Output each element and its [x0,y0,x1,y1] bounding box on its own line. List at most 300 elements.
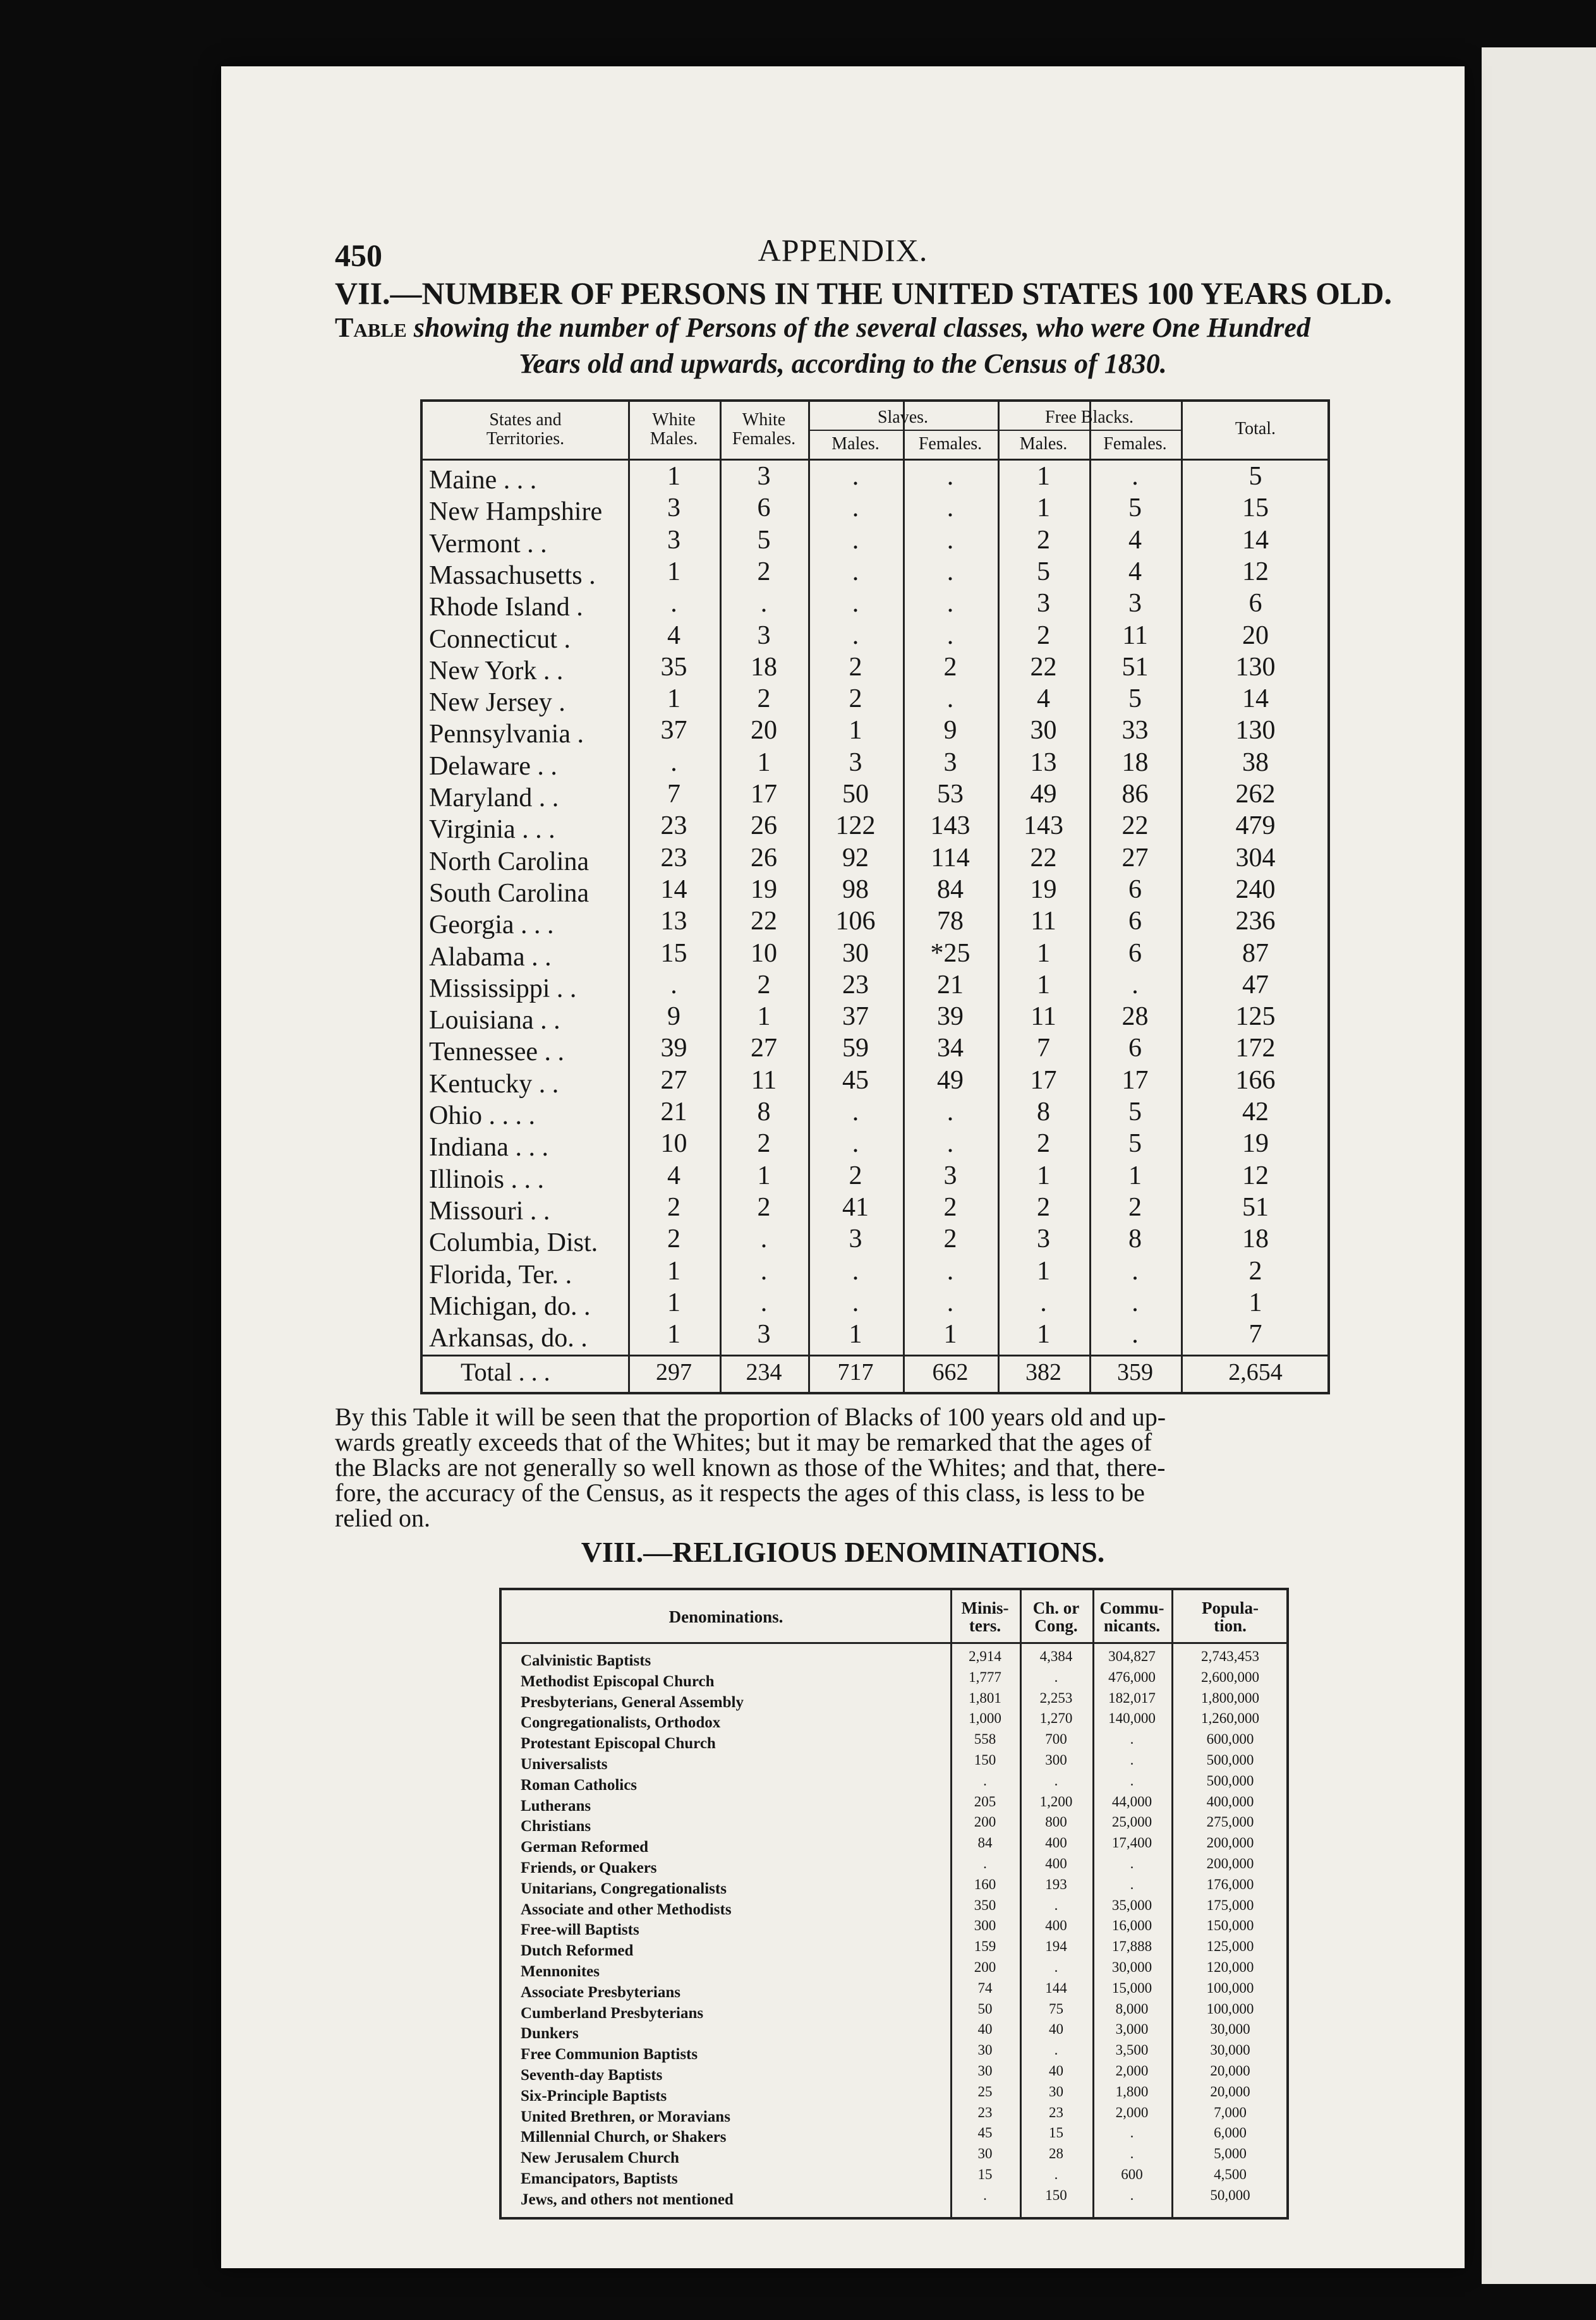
paragraph-line: wards greatly exceeds that of the Whites; but it may be remarked that the ages of [335,1428,1152,1456]
table-row-state: Kentucky . . [429,1069,559,1099]
table-cell-sm: 2 [849,684,862,714]
denomination-cell-com: 8,000 [1115,2000,1149,2017]
table-row-state: New Hampshire [429,497,603,527]
denomination-cell-min: 300 [974,1918,996,1934]
table-cell-ff: 11 [1122,620,1148,650]
denomination-cell-min: 1,801 [969,1689,1001,1706]
denomination-cell-com: 25,000 [1111,1814,1152,1830]
denomination-name: Lutherans [521,1797,591,1815]
table-cell-sm: . [852,1288,859,1317]
denomination-cell-min: 1,777 [969,1669,1001,1685]
slaves-subrule [808,430,998,431]
table-cell-wf: 2 [757,684,771,714]
table-cell-ff: 18 [1121,747,1149,777]
denomination-cell-ch: 400 [1045,1835,1067,1851]
table-cell-fm: 49 [1030,780,1057,809]
table-cell-t: 87 [1242,938,1269,968]
header-slave-males: Males. [831,434,880,454]
denomination-cell-min: 84 [977,1835,993,1851]
header-states [423,411,628,449]
denomination-cell-min: 558 [974,1731,996,1748]
header-free-females: Females. [1103,434,1167,454]
total-label: Total . . . [461,1358,550,1386]
denomination-cell-pop: 150,000 [1206,1918,1254,1934]
denomination-cell-com: 16,000 [1111,1918,1152,1934]
denomination-cell-ch: 40 [1049,2063,1063,2079]
table-cell-sf: 143 [930,811,970,841]
table-cell-fm: 22 [1030,652,1057,682]
total-white-females: 234 [746,1359,782,1386]
table-cell-t: 304 [1235,843,1276,873]
header-line: Popula- [1201,1598,1259,1617]
table-cell-wm: 1 [667,462,680,491]
table-row-state: Missouri . . [429,1196,550,1226]
table-cell-fm: 17 [1030,1065,1057,1095]
denomination-cell-pop: 2,743,453 [1201,1648,1259,1664]
table-cell-t: 262 [1235,780,1276,809]
denomination-cell-com: . [1130,1772,1134,1789]
denomination-cell-com: 15,000 [1111,1979,1152,1996]
table-cell-t: 130 [1235,716,1276,746]
table-cell-ff: . [1132,462,1139,491]
table-cell-fm: 4 [1037,684,1050,714]
denomination-cell-pop: 500,000 [1206,1752,1254,1768]
table-cell-sm: 1 [849,1320,862,1350]
table-cell-sf: . [946,1256,954,1286]
table-cell-sm: 45 [842,1065,869,1095]
table-cell-fm: 1 [1037,970,1050,1000]
table-cell-t: 125 [1235,1002,1276,1032]
table-cell-ff: 86 [1121,780,1149,809]
denomination-name: Associate and other Methodists [521,1900,732,1918]
table-cell-sm: 23 [842,970,869,1000]
denomination-name: Christians [521,1818,591,1835]
denomination-cell-min: 45 [977,2125,993,2141]
denomination-name: Presbyterians, General Assembly [521,1693,744,1711]
denomination-cell-com: 140,000 [1108,1710,1156,1727]
header-white-males [628,411,720,449]
table-cell-wf: 3 [757,620,771,650]
denomination-cell-ch: 400 [1045,1856,1067,1871]
header-line: White [742,410,786,430]
denomination-cell-com: . [1130,1752,1134,1768]
table-cell-sf: 2 [943,1192,957,1222]
denomination-cell-min: 205 [974,1793,996,1809]
table-cell-wf: 17 [751,780,777,809]
denomination-cell-ch: 194 [1045,1938,1067,1955]
table-cell-wm: 13 [660,907,687,936]
table-cell-wf: 18 [751,652,777,682]
total-free-males: 382 [1025,1359,1061,1386]
table-cell-sf: . [946,1129,954,1159]
table-7-caption-line2: Years old and upwards, according to the Census of 1830. [519,348,1167,379]
table-cell-sf: 21 [937,970,964,1000]
table-cell-fm: 19 [1030,874,1057,904]
table-row-state: North Carolina [429,847,589,876]
table-cell-sm: 122 [835,811,876,841]
table-cell-ff: 5 [1128,493,1142,523]
denomination-cell-com: 44,000 [1111,1793,1152,1809]
table-cell-t: 166 [1235,1065,1276,1095]
table-cell-sf: . [946,493,954,523]
table-cell-t: 240 [1235,874,1276,904]
section-7-title: VII.—NUMBER OF PERSONS IN THE UNITED STATES 100 YEARS OLD. [335,275,1392,311]
table-cell-sf: . [946,589,954,619]
table-row-state: Tennessee . . [429,1037,564,1067]
denomination-cell-ch: 1,200 [1039,1793,1073,1809]
table-cell-sf: 3 [943,1161,957,1190]
running-head: APPENDIX. [758,233,928,268]
table-cell-fm: 2 [1037,1129,1050,1159]
paragraph-line: By this Table it will be seen that the proportion of Blacks of 100 years old and up- [335,1403,1166,1431]
denomination-name: Methodist Episcopal Church [521,1672,715,1690]
table-row-state: Rhode Island . [429,593,583,622]
denomination-cell-pop: 200,000 [1206,1835,1254,1851]
table-cell-t: 47 [1242,970,1269,1000]
table-cell-sm: 59 [842,1034,869,1063]
denomination-name: Roman Catholics [521,1776,638,1794]
table-cell-sm: . [852,1097,859,1127]
denomination-cell-pop: 50,000 [1210,2187,1250,2203]
denomination-cell-ch: 28 [1049,2146,1063,2162]
table-row-state: Ohio . . . . [429,1101,535,1130]
paragraph-line: fore, the accuracy of the Census, as it respects the ages of this class, is less to be [335,1478,1145,1507]
denomination-cell-min: . [983,2187,987,2203]
table-cell-t: 236 [1235,907,1276,936]
table-cell-ff: . [1132,1288,1139,1317]
table-cell-wm: 15 [660,938,687,968]
table-cell-wm: 2 [667,1192,680,1222]
table-cell-ff: . [1132,970,1139,1000]
table-cell-wm: 39 [660,1034,687,1063]
table-cell-ff: 6 [1128,938,1142,968]
table-cell-ff: 5 [1128,684,1142,714]
table-cell-sm: . [852,1256,859,1286]
denomination-cell-pop: 125,000 [1206,1938,1254,1955]
table-cell-fm: 1 [1037,1320,1050,1350]
denomination-cell-min: 200 [974,1959,996,1975]
table-cell-ff: 5 [1128,1097,1142,1127]
table-cell-sf: *25 [930,938,970,968]
table-cell-wm: 10 [660,1129,687,1159]
table-cell-wm: 2 [667,1224,680,1254]
table-cell-sm: . [852,1129,859,1159]
table-row-state: Virginia . . . [429,815,555,845]
denomination-cell-com: 35,000 [1111,1897,1152,1913]
table-cell-wf: . [760,589,768,619]
table-cell-wm: . [670,970,677,1000]
table-cell-t: 172 [1235,1034,1276,1063]
denomination-name: United Brethren, or Moravians [521,2108,730,2125]
table-cell-sf: 1 [943,1320,957,1350]
table-cell-sm: . [852,589,859,619]
table-cell-t: 6 [1248,589,1262,619]
denomination-cell-ch: . [1054,1897,1058,1913]
table-cell-sm: 106 [835,907,876,936]
table-cell-wm: 1 [667,557,680,586]
table-cell-ff: 51 [1121,652,1149,682]
table-row-state: Indiana . . . [429,1133,548,1163]
denomination-name: Friends, or Quakers [521,1859,657,1876]
table-cell-wm: 4 [667,620,680,650]
table-cell-sf: 2 [943,652,957,682]
denomination-cell-com: 1,800 [1115,2083,1149,2099]
table-cell-t: 18 [1242,1224,1269,1254]
table-cell-ff: . [1132,1256,1139,1286]
caption-text: showing the number of Persons of the several classes, who were One Hundred [406,312,1310,343]
header-slave-females: Females. [918,434,982,454]
table-row-state: Vermont . . [429,529,547,559]
table-cell-ff: 22 [1121,811,1149,841]
denomination-cell-ch: 400 [1045,1918,1067,1934]
free-blacks-subrule [998,430,1181,431]
denomination-cell-com: 2,000 [1115,2104,1149,2120]
table-cell-ff: . [1132,1320,1139,1350]
table-cell-wm: 23 [660,843,687,873]
table-cell-wf: 5 [757,525,771,555]
denomination-cell-pop: 600,000 [1206,1731,1254,1748]
denomination-cell-min: 50 [977,2000,993,2017]
table-cell-wf: 2 [757,1129,771,1159]
table-cell-t: 42 [1242,1097,1269,1127]
table-cell-ff: 5 [1128,1129,1142,1159]
table-cell-wm: 1 [667,1256,680,1286]
denomination-cell-ch: 15 [1049,2125,1063,2141]
table-row-state: South Carolina [429,878,589,908]
header-rule [423,459,1327,461]
table-cell-ff: 6 [1128,907,1142,936]
table-cell-ff: 33 [1121,716,1149,746]
table-row-state: Alabama . . [429,942,552,972]
denomination-cell-min: 2,914 [969,1648,1001,1664]
denomination-name: Universalists [521,1756,608,1773]
denomination-cell-com: . [1130,1731,1134,1748]
table-cell-wf: 2 [757,970,771,1000]
denomination-cell-com: . [1130,2125,1134,2141]
denomination-name: Six-Principle Baptists [521,2087,667,2105]
denomination-cell-pop: 120,000 [1206,1959,1254,1975]
denominations-table [499,1588,1289,2220]
table-cell-wf: 1 [757,747,771,777]
table-cell-sm: . [852,462,859,491]
table-row-state: Michigan, do. . [429,1291,591,1321]
header-population [1171,1599,1289,1634]
table-cell-t: 14 [1242,525,1269,555]
table-cell-fm: 3 [1037,1224,1050,1254]
header-denominations: Denominations. [668,1607,783,1626]
table-cell-ff: 3 [1128,589,1142,619]
denomination-cell-com: 2,000 [1115,2063,1149,2079]
table-cell-ff: 6 [1128,874,1142,904]
denomination-cell-min: 1,000 [969,1710,1001,1727]
header-total: Total. [1235,419,1276,438]
table-cell-t: 2 [1248,1256,1262,1286]
denomination-cell-pop: 7,000 [1214,2104,1247,2120]
table-cell-wm: 14 [660,874,687,904]
denomination-cell-ch: 800 [1045,1814,1067,1830]
denomination-cell-com: 3,500 [1115,2042,1149,2058]
denomination-cell-min: 40 [977,2021,993,2038]
table-cell-sm: 37 [842,1002,869,1032]
denomination-cell-com: 304,827 [1108,1648,1156,1664]
denomination-cell-ch: . [1054,2166,1058,2182]
table-cell-wf: 26 [751,811,777,841]
denomination-cell-pop: 275,000 [1206,1814,1254,1830]
table-cell-fm: 22 [1030,843,1057,873]
table-cell-fm: 1 [1037,938,1050,968]
table-cell-wm: 3 [667,525,680,555]
table-row-state: Delaware . . [429,751,557,781]
denomination-cell-ch: 75 [1049,2000,1063,2017]
book-page [221,66,1465,2268]
denomination-cell-ch: 2,253 [1039,1689,1073,1706]
table-cell-wf: 20 [751,716,777,746]
table-cell-sf: . [946,557,954,586]
denomination-cell-ch: 23 [1049,2104,1063,2120]
table-cell-sm: . [852,620,859,650]
table-cell-wf: 27 [751,1034,777,1063]
table-cell-sf: 114 [931,843,970,873]
table-cell-fm: 30 [1030,716,1057,746]
table-cell-sm: 2 [849,652,862,682]
denomination-cell-pop: 30,000 [1210,2021,1250,2038]
table-cell-fm: 2 [1037,1192,1050,1222]
denomination-name: Protestant Episcopal Church [521,1735,716,1753]
table-cell-ff: 6 [1128,1034,1142,1063]
table-cell-wm: 4 [667,1161,680,1190]
table-row-state: Maryland . . [429,783,559,813]
table-cell-ff: 2 [1128,1192,1142,1222]
denomination-cell-ch: 1,270 [1039,1710,1073,1727]
table-cell-wf: 11 [751,1065,777,1095]
table-cell-sm: 3 [849,1224,862,1254]
denomination-name: New Jerusalem Church [521,2149,679,2167]
denomination-cell-min: . [983,1772,987,1789]
table-cell-fm: 143 [1024,811,1063,841]
table-cell-fm: 2 [1037,620,1050,650]
header-line: Females. [732,429,796,449]
table-cell-sm: 41 [842,1192,869,1222]
table-cell-t: 51 [1242,1192,1269,1222]
denomination-cell-com: . [1130,1876,1134,1892]
table-cell-sf: 84 [937,874,964,904]
header-line: Territories. [486,429,565,449]
denomination-cell-com: . [1130,1856,1134,1871]
table-row-state: Connecticut . [429,624,571,654]
table-cell-sm: 2 [849,1161,862,1190]
denomination-cell-com: . [1130,2187,1134,2203]
caption-lead: Table [335,312,407,343]
denomination-name: Unitarians, Congregationalists [521,1880,727,1897]
table-cell-wf: 3 [757,462,771,491]
table-row-state: Arkansas, do. . [429,1324,588,1353]
table-row-state: Massachusetts . [429,560,596,590]
header-slaves: Slaves. [877,408,929,427]
header-line: ters. [969,1616,1001,1635]
denomination-cell-min: 15 [977,2166,993,2182]
denomination-cell-min: 160 [974,1876,996,1892]
denomination-cell-com: 600 [1121,2166,1143,2182]
table-cell-t: 1 [1248,1288,1262,1317]
table-cell-sm: . [852,525,859,555]
denomination-name: Jews, and others not mentioned [521,2190,734,2208]
header-line: White [652,410,696,430]
denomination-name: Dutch Reformed [521,1942,634,1960]
table-cell-wf: 26 [751,843,777,873]
denomination-cell-pop: 6,000 [1214,2125,1247,2141]
denomination-cell-pop: 2,600,000 [1201,1669,1259,1685]
table-cell-sm: 3 [849,747,862,777]
table-cell-sf: . [946,620,954,650]
table-cell-sf: . [946,462,954,491]
table-cell-sf: 53 [937,780,964,809]
total-slave-males: 717 [837,1359,874,1386]
table-cell-wf: 1 [757,1002,771,1032]
table-cell-wf: 6 [757,493,771,523]
table-cell-wf: 19 [751,874,777,904]
denomination-cell-ch: 300 [1045,1752,1067,1768]
denomination-cell-pop: 4,500 [1214,2166,1247,2182]
denomination-cell-ch: 4,384 [1039,1648,1073,1664]
denomination-cell-min: 200 [974,1814,996,1830]
table-cell-wm: 1 [667,1288,680,1317]
table-cell-sf: 9 [943,716,957,746]
total-grand: 2,654 [1228,1359,1283,1386]
table-cell-wf: . [760,1288,768,1317]
table-row-state: New Jersey . [429,688,565,718]
header-communicants [1092,1599,1171,1634]
table-cell-t: 12 [1242,557,1269,586]
denomination-cell-pop: 30,000 [1210,2042,1250,2058]
table-row-state: Pennsylvania . [429,720,584,749]
denomination-cell-com: 3,000 [1115,2021,1149,2038]
denomination-name: Emancipators, Baptists [521,2170,678,2187]
table-cell-wf: 22 [751,907,777,936]
denomination-name: Cumberland Presbyterians [521,2004,704,2022]
table-cell-t: 20 [1242,620,1269,650]
table-cell-sf: 34 [937,1034,964,1063]
page-number: 450 [335,238,382,273]
adjacent-page-edge [1482,47,1596,2284]
denomination-cell-com: 476,000 [1108,1669,1156,1685]
total-rule [423,1355,1327,1356]
denomination-cell-ch: 700 [1045,1731,1067,1748]
table-cell-sf: . [946,1288,954,1317]
total-slave-females: 662 [932,1359,969,1386]
denomination-cell-min: 350 [974,1897,996,1913]
table-cell-fm: 11 [1031,907,1056,936]
table-cell-t: 12 [1242,1161,1269,1190]
denomination-cell-ch: . [1054,1669,1058,1685]
denomination-cell-com: 17,400 [1111,1835,1152,1851]
table-cell-sf: 2 [943,1224,957,1254]
denomination-name: Millennial Church, or Shakers [521,2129,727,2146]
table-cell-wf: 10 [751,938,777,968]
table-cell-wm: . [670,589,677,619]
denomination-cell-pop: 500,000 [1206,1772,1254,1789]
denomination-name: Seventh-day Baptists [521,2067,663,2084]
table-cell-ff: 4 [1128,525,1142,555]
table-cell-fm: 2 [1037,525,1050,555]
table-cell-t: 5 [1248,462,1262,491]
table-cell-fm: 7 [1037,1034,1050,1063]
denomination-cell-min: 30 [977,2042,993,2058]
table-cell-t: 14 [1242,684,1269,714]
table-cell-t: 7 [1248,1320,1262,1350]
table-cell-wm: 7 [667,780,680,809]
table-cell-ff: 8 [1128,1224,1142,1254]
table-cell-fm: . [1040,1288,1047,1317]
